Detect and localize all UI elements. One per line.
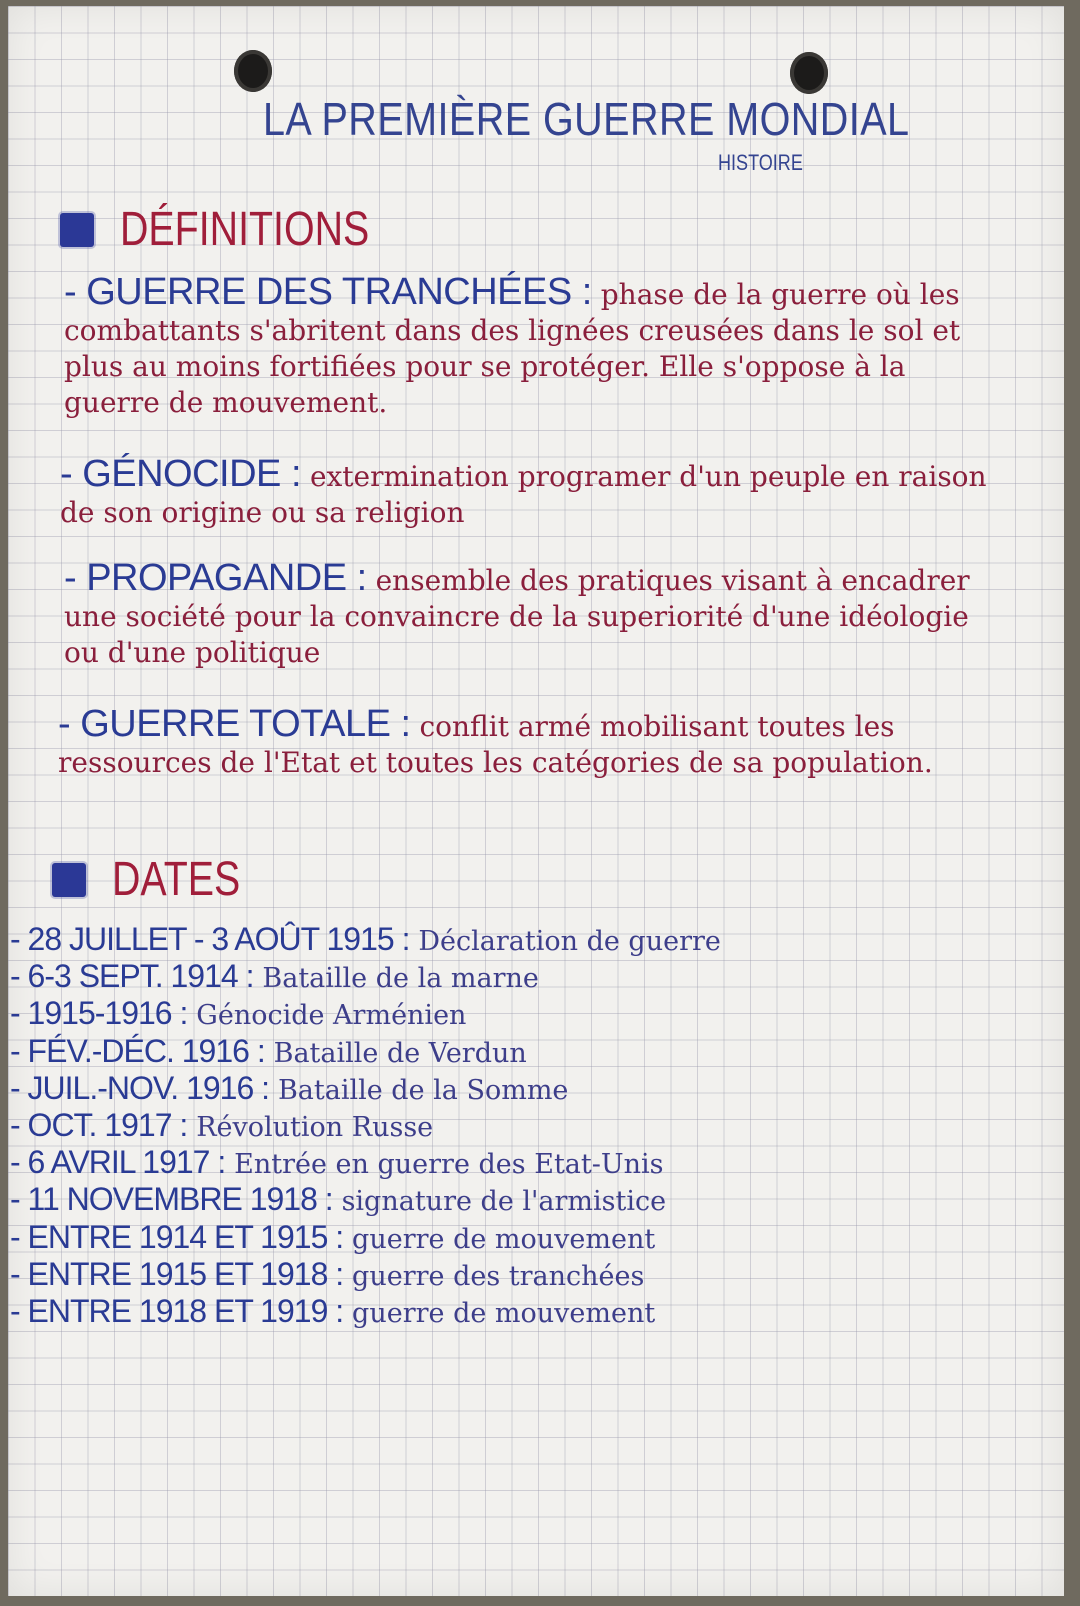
list-item	[10, 959, 790, 996]
list-item	[10, 996, 790, 1033]
definition-term: - PROPAGANDE :	[64, 557, 367, 599]
date-label: - 6 AVRIL 1917 :	[10, 1144, 226, 1181]
date-label: - 11 NOVEMBRE 1918 :	[10, 1181, 333, 1218]
list-item	[10, 922, 790, 959]
date-label: - ENTRE 1914 ET 1915 :	[10, 1218, 344, 1255]
list-item	[10, 1034, 790, 1071]
event-label: Déclaration de guerre	[418, 926, 721, 957]
event-label: Entrée en guerre des Etat-Unis	[234, 1149, 664, 1181]
definition-text: phase de la guerre où les combattants s'abritent dans des lignées creusées dans le sol et plus au moins fortifiées pour se protéger. Elle s'oppose à la guerre de mouvement.	[64, 278, 961, 419]
event-label: Révolution Russe	[196, 1112, 434, 1144]
definition-item	[60, 453, 1000, 531]
event-label: guerre de mouvement	[352, 1223, 656, 1255]
square-bullet-icon	[60, 213, 94, 247]
date-label: - FÉV.-DÉC. 1916 :	[10, 1032, 265, 1069]
list-item	[10, 1182, 790, 1219]
event-label: Bataille de la marne	[262, 963, 539, 995]
definition-term: - GUERRE TOTALE :	[58, 703, 411, 745]
definition-text: conflit armé mobilisant toutes les ressources de l'Etat et toutes les catégories de sa population.	[58, 710, 933, 779]
definition-item	[58, 703, 998, 781]
list-item	[10, 1220, 790, 1257]
dates-title: DATES	[112, 853, 241, 906]
event-label: Bataille de la Somme	[277, 1074, 569, 1106]
dates-heading	[52, 852, 268, 907]
event-label: Bataille de Verdun	[273, 1037, 527, 1069]
list-item	[10, 1071, 790, 1108]
list-item	[10, 1257, 790, 1294]
date-label: - 28 JUILLET - 3 AOÛT 1915 :	[10, 921, 410, 957]
list-item	[10, 1294, 790, 1331]
definition-text: extermination programer d'un peuple en raison de son origine ou sa religion	[60, 460, 987, 529]
definition-item	[64, 271, 1004, 421]
definition-term: - GÉNOCIDE :	[60, 453, 302, 495]
event-label: guerre des tranchées	[352, 1260, 645, 1292]
subject-label: HISTOIRE	[718, 150, 803, 175]
event-label: guerre de mouvement	[352, 1298, 656, 1330]
list-item	[10, 1108, 790, 1145]
date-label: - ENTRE 1915 ET 1918 :	[10, 1255, 344, 1292]
punch-hole-left	[234, 50, 272, 92]
date-label: - ENTRE 1918 ET 1919 :	[10, 1293, 344, 1330]
event-label: Génocide Arménien	[196, 1000, 467, 1032]
definition-text: ensemble des pratiques visant à encadrer une société pour la convaincre de la superiorité d'une idéologie ou d'une politique	[64, 564, 970, 669]
notebook-page	[8, 6, 1064, 1596]
date-label: - OCT. 1917 :	[10, 1107, 188, 1144]
list-item	[10, 1145, 790, 1182]
definitions-title: DÉFINITIONS	[120, 203, 370, 256]
date-label: - JUIL.-NOV. 1916 :	[10, 1069, 270, 1106]
definition-item	[64, 557, 1004, 671]
date-label: - 6-3 SEPT. 1914 :	[10, 958, 254, 995]
definition-term: - GUERRE DES TRANCHÉES :	[64, 271, 592, 313]
dates-list	[10, 922, 790, 1331]
punch-hole-right	[790, 52, 828, 94]
square-bullet-icon	[52, 863, 86, 897]
date-label: - 1915-1916 :	[10, 995, 188, 1032]
event-label: signature de l'armistice	[341, 1186, 667, 1218]
definitions-heading	[60, 202, 424, 257]
page-title: LA PREMIÈRE GUERRE MONDIAL	[263, 93, 910, 145]
